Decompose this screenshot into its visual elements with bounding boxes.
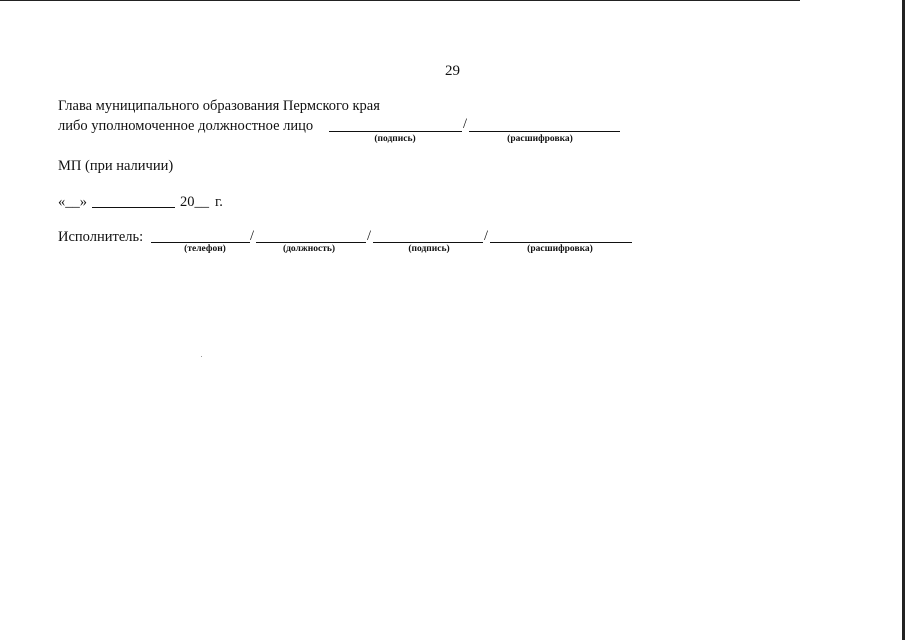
date-year-prefix: 20__ [180,194,209,210]
head-title-line2: либо уполномоченное должностное лицо [58,118,314,134]
executor-label: Исполнитель: [58,229,144,245]
executor-separator-1: / [250,228,255,244]
date-day: «__» [58,194,87,210]
executor-separator-2: / [367,228,372,244]
executor-phone-caption: (телефон) [184,244,226,254]
date-year-suffix: г. [215,194,223,210]
executor-position-caption: (должность) [282,244,336,254]
head-decoding-caption: (расшифровка) [507,134,573,144]
head-signature-caption: (подпись) [374,134,416,144]
executor-signature-field[interactable] [373,242,483,243]
executor-separator-3: / [484,228,489,244]
head-title-line1: Глава муниципального образования Пермского края [58,98,380,114]
scan-top-edge [0,0,800,1]
scan-speck [201,356,202,357]
executor-decoding-field[interactable] [490,242,632,243]
head-decoding-field[interactable] [469,131,620,132]
executor-signature-caption: (подпись) [408,244,450,254]
executor-position-field[interactable] [256,242,366,243]
stamp-label: МП (при наличии) [58,158,174,174]
executor-decoding-caption: (расшифровка) [527,244,593,254]
page-number: 29 [445,63,460,79]
head-signature-field[interactable] [329,131,462,132]
executor-phone-field[interactable] [151,242,250,243]
date-month-field[interactable] [92,207,175,208]
head-separator: / [463,116,468,132]
